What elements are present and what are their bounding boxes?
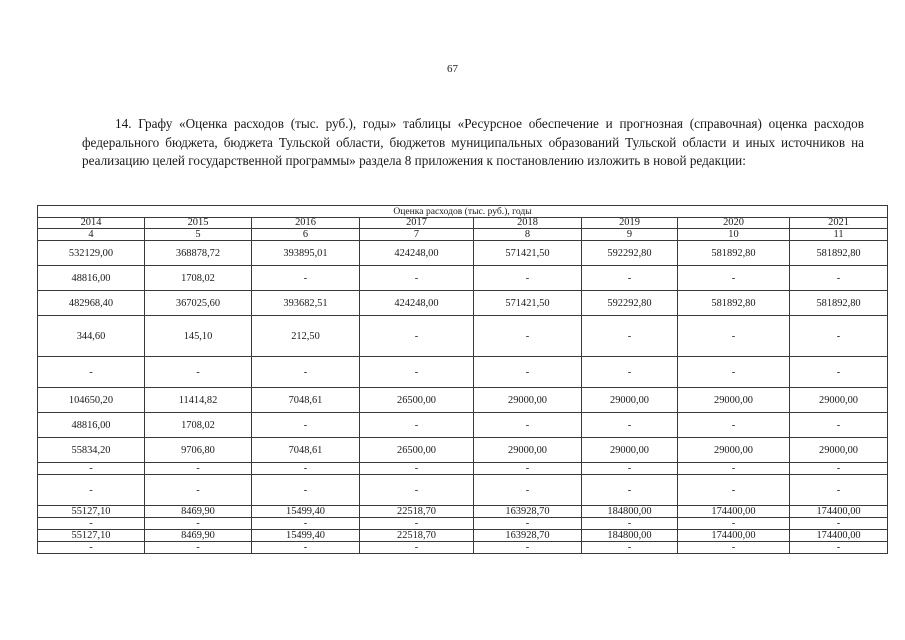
- table-cell: 29000,00: [678, 438, 790, 463]
- page-number: 67: [447, 63, 458, 75]
- table-cell: 15499,40: [252, 506, 360, 518]
- table-cell: -: [474, 463, 582, 475]
- table-cell: -: [252, 518, 360, 530]
- table-cell: 163928,70: [474, 506, 582, 518]
- table-cell: -: [582, 413, 678, 438]
- table-cell: -: [145, 463, 252, 475]
- table-cell: 7048,61: [252, 438, 360, 463]
- table-cell: 571421,50: [474, 241, 582, 266]
- table-cell: 581892,80: [678, 291, 790, 316]
- table-cell: 7048,61: [252, 388, 360, 413]
- table-cell: 393682,51: [252, 291, 360, 316]
- table-cell: 29000,00: [474, 438, 582, 463]
- table-cell: -: [252, 357, 360, 388]
- table-cell: -: [145, 542, 252, 554]
- table-cell: 29000,00: [582, 388, 678, 413]
- table-cell: 184800,00: [582, 506, 678, 518]
- table-cell: -: [678, 463, 790, 475]
- table-cell: 55127,10: [38, 506, 145, 518]
- year-header: 2018: [474, 218, 582, 229]
- column-number: 5: [145, 229, 252, 241]
- table-row: [38, 518, 888, 530]
- column-number: 8: [474, 229, 582, 241]
- table-cell: 26500,00: [360, 388, 474, 413]
- table-cell: 9706,80: [145, 438, 252, 463]
- column-number: 6: [252, 229, 360, 241]
- table-row: [38, 357, 888, 388]
- column-number: 9: [582, 229, 678, 241]
- table-cell: 174400,00: [678, 530, 790, 542]
- table-cell: -: [474, 266, 582, 291]
- table-cell: -: [360, 463, 474, 475]
- table-cell: -: [360, 266, 474, 291]
- year-header: 2021: [790, 218, 888, 229]
- table-cell: -: [252, 475, 360, 506]
- table-cell: 1708,02: [145, 266, 252, 291]
- table-cell: -: [145, 475, 252, 506]
- table-cell: 393895,01: [252, 241, 360, 266]
- table-cell: 581892,80: [678, 241, 790, 266]
- table-cell: 174400,00: [790, 506, 888, 518]
- table-cell: -: [678, 316, 790, 357]
- table-row: [38, 463, 888, 475]
- table-cell: -: [582, 463, 678, 475]
- table-cell: -: [360, 518, 474, 530]
- table-cell: 8469,90: [145, 506, 252, 518]
- years-row: [38, 218, 888, 229]
- table-cell: 1708,02: [145, 413, 252, 438]
- table-cell: -: [252, 542, 360, 554]
- table-cell: 174400,00: [790, 530, 888, 542]
- table-cell: -: [474, 357, 582, 388]
- table-cell: 344,60: [38, 316, 145, 357]
- table-cell: -: [252, 413, 360, 438]
- table-cell: -: [38, 475, 145, 506]
- table-cell: -: [678, 475, 790, 506]
- table-cell: 424248,00: [360, 291, 474, 316]
- year-header: 2015: [145, 218, 252, 229]
- column-number: 4: [38, 229, 145, 241]
- table-cell: 174400,00: [678, 506, 790, 518]
- table-cell: -: [252, 266, 360, 291]
- table-cell: -: [790, 463, 888, 475]
- table-cell: 55127,10: [38, 530, 145, 542]
- table-cell: -: [582, 357, 678, 388]
- table-cell: -: [360, 357, 474, 388]
- table-cell: 184800,00: [582, 530, 678, 542]
- column-number: 7: [360, 229, 474, 241]
- table-cell: 532129,00: [38, 241, 145, 266]
- table-cell: -: [474, 542, 582, 554]
- table-cell: -: [678, 542, 790, 554]
- table-cell: 22518,70: [360, 530, 474, 542]
- table-cell: -: [790, 357, 888, 388]
- table-cell: 104650,20: [38, 388, 145, 413]
- table-row: [38, 241, 888, 266]
- column-number: 10: [678, 229, 790, 241]
- year-header: 2014: [38, 218, 145, 229]
- intro-text: 14. Графу «Оценка расходов (тыс. руб.), годы» таблицы «Ресурсное обеспечение и прогнозная (справочная) оценка расходов федерального бюджета, бюджета Тульской области, бюджетов муниципальных образований Тульской области и иных источников на реализацию целей государственной программы» раздела 8 приложения к постановлению изложить в новой редакции:: [82, 116, 864, 169]
- year-header: 2016: [252, 218, 360, 229]
- table-cell: -: [678, 357, 790, 388]
- table-cell: -: [360, 475, 474, 506]
- table-cell: -: [790, 266, 888, 291]
- table-cell: 15499,40: [252, 530, 360, 542]
- table-cell: -: [38, 518, 145, 530]
- table-cell: 8469,90: [145, 530, 252, 542]
- table-cell: -: [38, 542, 145, 554]
- table-cell: 424248,00: [360, 241, 474, 266]
- table-cell: -: [38, 357, 145, 388]
- table-cell: 55834,20: [38, 438, 145, 463]
- table-cell: -: [474, 413, 582, 438]
- table-row: [38, 413, 888, 438]
- table-cell: 29000,00: [474, 388, 582, 413]
- intro-paragraph: [82, 115, 864, 171]
- table-cell: 581892,80: [790, 241, 888, 266]
- table-row: [38, 291, 888, 316]
- table-cell: 29000,00: [582, 438, 678, 463]
- table-caption: Оценка расходов (тыс. руб.), годы: [38, 206, 888, 218]
- table-cell: -: [582, 316, 678, 357]
- table-cell: 212,50: [252, 316, 360, 357]
- table-cell: -: [360, 413, 474, 438]
- table-cell: 571421,50: [474, 291, 582, 316]
- expense-estimate-table: [37, 205, 888, 554]
- table-cell: -: [38, 463, 145, 475]
- table-cell: -: [790, 316, 888, 357]
- table-cell: -: [474, 316, 582, 357]
- table-cell: 48816,00: [38, 266, 145, 291]
- table-row: [38, 388, 888, 413]
- year-header: 2019: [582, 218, 678, 229]
- table-row: [38, 542, 888, 554]
- table-cell: -: [252, 463, 360, 475]
- table-cell: 368878,72: [145, 241, 252, 266]
- table-cell: -: [678, 518, 790, 530]
- table-row: [38, 506, 888, 518]
- column-number: 11: [790, 229, 888, 241]
- table-cell: -: [790, 413, 888, 438]
- table-cell: -: [582, 518, 678, 530]
- table-cell: -: [582, 475, 678, 506]
- table-cell: -: [790, 518, 888, 530]
- year-header: 2017: [360, 218, 474, 229]
- table-cell: 482968,40: [38, 291, 145, 316]
- table-cell: 29000,00: [790, 438, 888, 463]
- table-cell: -: [145, 357, 252, 388]
- table-cell: 11414,82: [145, 388, 252, 413]
- column-number-row: [38, 229, 888, 241]
- table-cell: -: [145, 518, 252, 530]
- table-cell: -: [474, 475, 582, 506]
- table-row: [38, 316, 888, 357]
- table-cell: 163928,70: [474, 530, 582, 542]
- table-row: [38, 530, 888, 542]
- table-row: [38, 475, 888, 506]
- table-cell: -: [360, 542, 474, 554]
- table-cell: 145,10: [145, 316, 252, 357]
- table-cell: 26500,00: [360, 438, 474, 463]
- table-cell: -: [360, 316, 474, 357]
- table-cell: 592292,80: [582, 291, 678, 316]
- table-cell: 29000,00: [678, 388, 790, 413]
- table-cell: 367025,60: [145, 291, 252, 316]
- table-cell: -: [582, 266, 678, 291]
- table-cell: -: [678, 413, 790, 438]
- table-cell: -: [582, 542, 678, 554]
- table-cell: -: [790, 475, 888, 506]
- year-header: 2020: [678, 218, 790, 229]
- table-cell: -: [678, 266, 790, 291]
- table-row: [38, 266, 888, 291]
- table-cell: -: [790, 542, 888, 554]
- table-cell: -: [474, 518, 582, 530]
- table-cell: 22518,70: [360, 506, 474, 518]
- table-cell: 29000,00: [790, 388, 888, 413]
- table-cell: 592292,80: [582, 241, 678, 266]
- table-row: [38, 438, 888, 463]
- table-cell: 48816,00: [38, 413, 145, 438]
- table-cell: 581892,80: [790, 291, 888, 316]
